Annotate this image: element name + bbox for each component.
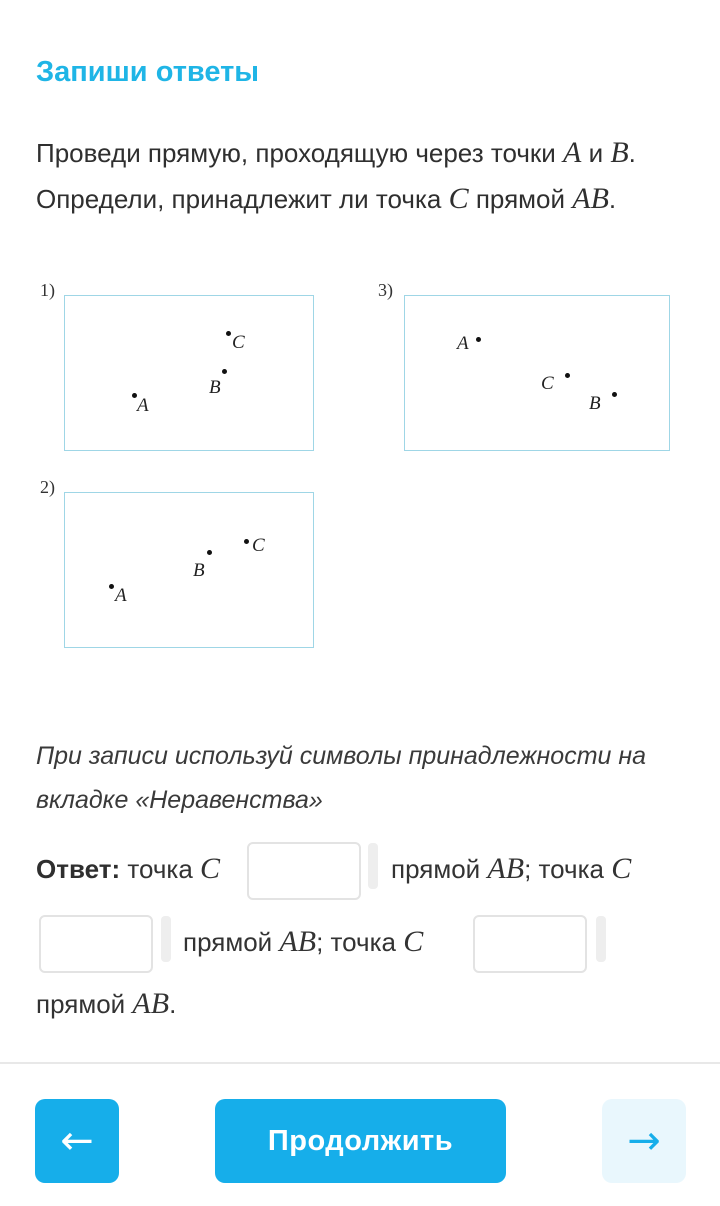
figure-2-number: 2) (40, 477, 55, 497)
task-part: Проведи прямую, проходящую через точки (36, 138, 564, 168)
arrow-left-icon: ← (60, 1118, 94, 1164)
figure-1-label-c: C (232, 332, 245, 353)
figure-2-label-b: B (193, 560, 205, 581)
answer-drop-handle-2[interactable] (161, 916, 171, 962)
point-b-symbol: B (610, 136, 629, 169)
back-button[interactable] (35, 1099, 119, 1183)
figure-3-number: 3) (378, 280, 393, 300)
answer-drop-handle-3[interactable] (596, 916, 606, 962)
figure-2-point-a (109, 584, 114, 589)
figure-1-number: 1) (40, 280, 55, 300)
answer-word: точка (538, 854, 605, 884)
answer-line-2 (183, 922, 423, 962)
figure-1-label-a: A (137, 395, 149, 416)
figure-1 (64, 295, 314, 451)
figure-2-point-c (244, 539, 249, 544)
page-title: Запиши ответы (36, 56, 260, 88)
task-text (36, 130, 684, 222)
figure-1-point-b (222, 369, 227, 374)
figure-2-label-a: A (115, 585, 127, 606)
answer-line-1 (36, 849, 220, 889)
answer-input-2[interactable] (39, 915, 153, 973)
point-c-symbol: C (611, 852, 632, 885)
figure-3-label-b: B (589, 393, 601, 414)
task-part: и (581, 138, 611, 168)
answer-word: точка (127, 854, 193, 884)
answer-drop-handle-1[interactable] (368, 843, 378, 889)
footer-divider (0, 1062, 720, 1064)
hint-text: При записи используй символы принадлежности на вкладке «Неравенства» (36, 742, 647, 814)
line-ab-symbol: AB (487, 852, 525, 885)
answer-separator: ; (524, 854, 532, 884)
line-ab-symbol: AB (132, 987, 170, 1020)
figure-3-point-a (476, 337, 481, 342)
answer-input-1[interactable] (247, 842, 361, 900)
answer-label: Ответ: (36, 854, 121, 884)
figure-1-label-b: B (209, 377, 221, 398)
continue-button-label: Продолжить (267, 1124, 454, 1157)
task-part: . Определи, принадлежит ли точка (36, 138, 636, 214)
answer-line-3 (36, 984, 176, 1024)
task-part: прямой (468, 184, 573, 214)
figure-3 (404, 295, 670, 451)
answer-word: прямой (391, 854, 481, 884)
figure-3-point-b (612, 392, 617, 397)
arrow-right-icon: → (627, 1118, 661, 1164)
answer-input-3[interactable] (473, 915, 587, 973)
point-a-symbol: A (563, 136, 582, 169)
answer-separator: ; (316, 927, 324, 957)
task-part: . (608, 184, 617, 214)
forward-button[interactable] (602, 1099, 686, 1183)
line-ab-symbol: AB (572, 182, 609, 215)
figure-3-label-a: A (457, 333, 469, 354)
answer-word: прямой (183, 927, 273, 957)
figure-2 (64, 492, 314, 648)
continue-button[interactable] (215, 1099, 506, 1183)
answer-line-1-tail (391, 849, 631, 889)
line-ab-symbol: AB (279, 925, 317, 958)
point-c-symbol: C (403, 925, 424, 958)
point-c-symbol: C (200, 852, 221, 885)
point-c-symbol: C (448, 182, 469, 215)
figure-3-label-c: C (541, 373, 554, 394)
answer-word: прямой (36, 989, 126, 1019)
answer-word: точка (330, 927, 397, 957)
figure-2-label-c: C (252, 535, 265, 556)
answer-end: . (169, 989, 177, 1019)
figure-2-point-b (207, 550, 212, 555)
figure-1-point-c (226, 331, 231, 336)
figure-3-point-c (565, 373, 570, 378)
